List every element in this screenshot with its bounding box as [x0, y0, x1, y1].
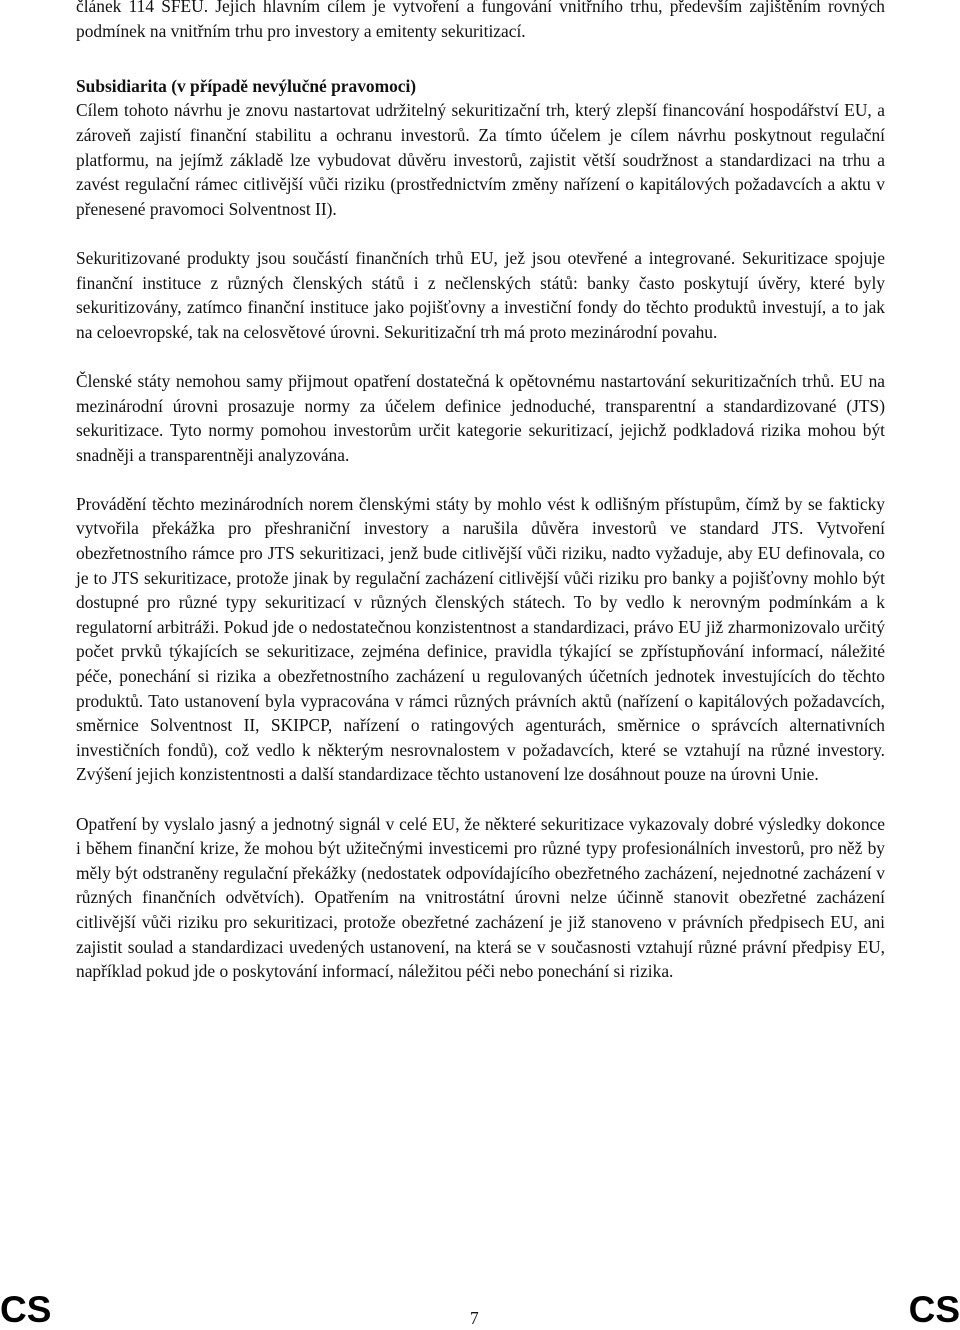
paragraph-5: Opatření by vyslalo jasný a jednotný signál v celé EU, že některé sekuritizace vykazovaly dobré výsledky dokonce i během finanční krize, že mohou být užitečnými investicemi pro různé typy profesionálních investorů, pro něž by měly být odstraněny regulační překážky (nedostatek odpovídajícího obezřetného zacházení, nejednotné zacházení v různých finančních odvětvích). Opatřením na vnitrostátní úrovni nelze účinně stanovit obezřetné zacházení citlivější vůči riziku pro sekuritizaci, protože obezřetné zacházení je již stanoveno v právních předpisech EU, ani zajistit soulad a standardizaci uvedených ustanovení, na která se v současnosti vztahují různé právní předpisy EU, například pokud jde o poskytování informací, náležitou péči nebo ponechání si rizika. — [76, 813, 885, 982]
paragraph-3: Členské státy nemohou samy přijmout opatření dostatečná k opětovnému nastartování sekuritizačních trhů. EU na mezinárodní úrovni prosazuje normy za účelem definice jednoduché, transparentní a standardizované (JTS) sekuritizace. Tyto normy pomohou investorům určit kategorie sekuritizací, jejichž podkladová rizika mohou být snadněji a transparentněji analyzována. — [76, 370, 885, 465]
document-body — [76, 0, 885, 984]
page-number: 7 — [470, 1308, 479, 1328]
footer-language-right: CS — [908, 1289, 960, 1330]
footer-language-left: CS — [0, 1289, 52, 1330]
section-heading: Subsidiarita (v případě nevýlučné pravomoci) — [76, 75, 417, 96]
paragraph-4: Provádění těchto mezinárodních norem členskými státy by mohlo vést k odlišným přístupům, čímž by se fakticky vytvořila překážka pro přeshraniční investory a narušila důvěra investorů ve standard JTS. Vytvoření obezřetnostního rámce pro JTS sekuritizaci, jenž bude citlivější vůči riziku, nadto vyžaduje, aby EU definovala, co je to JTS sekuritizace, protože jinak by regulační zacházení citlivější vůči riziku pro banky a pojišťovny mohlo být dostupné pro různé typy sekuritizací v různých členských státech. To by vedlo k nerovným podmínkám a k regulatorní arbitráži. Pokud jde o nedostatečnou konzistentnost a standardizaci, právo EU již zharmonizovalo určitý počet prvků týkajících se sekuritizace, zejména definice, pravidla týkající se zpřístupňování informací, náležité péče, ponechání si rizika a obezřetnostního zacházení u regulovaných účetních jednotek investujících do těchto produktů. Tato ustanovení byla vypracována v rámci různých právních aktů (nařízení o kapitálových požadavcích, směrnice Solventnost II, SKIPCP, nařízení o ratingových agenturách, směrnice o správcích alternativních investičních fondů), což vedlo k některým nesrovnalostem v požadavcích, které se vztahují na různé investory. Zvýšení jejich konzistentnosti a další standardizace těchto ustanovení lze dosáhnout pouze na úrovni Unie. — [76, 493, 885, 785]
continuation-paragraph: článek 114 SFEU. Jejich hlavním cílem je vytvoření a fungování vnitřního trhu, především zajištěním rovných podmínek na vnitřním trhu pro investory a emitenty sekuritizací. — [76, 0, 885, 41]
paragraph-1: Cílem tohoto návrhu je znovu nastartovat udržitelný sekuritizační trh, který zlepší financování hospodářství EU, a zároveň zajistí finanční stabilitu a ochranu investorů. Za tímto účelem je cílem návrhu poskytnout regulační platformu, na jejímž základě lze vybudovat důvěru investorů, zajistit větší soudržnost a standardizaci na trhu a zavést regulační rámec citlivější vůči riziku (prostřednictvím změny nařízení o kapitálových požadavcích a aktu v přenesené pravomoci Solventnost II). — [76, 100, 885, 219]
paragraph-2: Sekuritizované produkty jsou součástí finančních trhů EU, jež jsou otevřené a integrované. Sekuritizace spojuje finanční instituce z různých členských států i z nečlenských států: banky často poskytují úvěry, které byly sekuritizovány, zatímco finanční instituce jako pojišťovny a investiční fondy do těchto produktů investují, a to jak na celoevropské, tak na celosvětové úrovni. Sekuritizační trh má proto mezinárodní povahu. — [76, 247, 885, 342]
